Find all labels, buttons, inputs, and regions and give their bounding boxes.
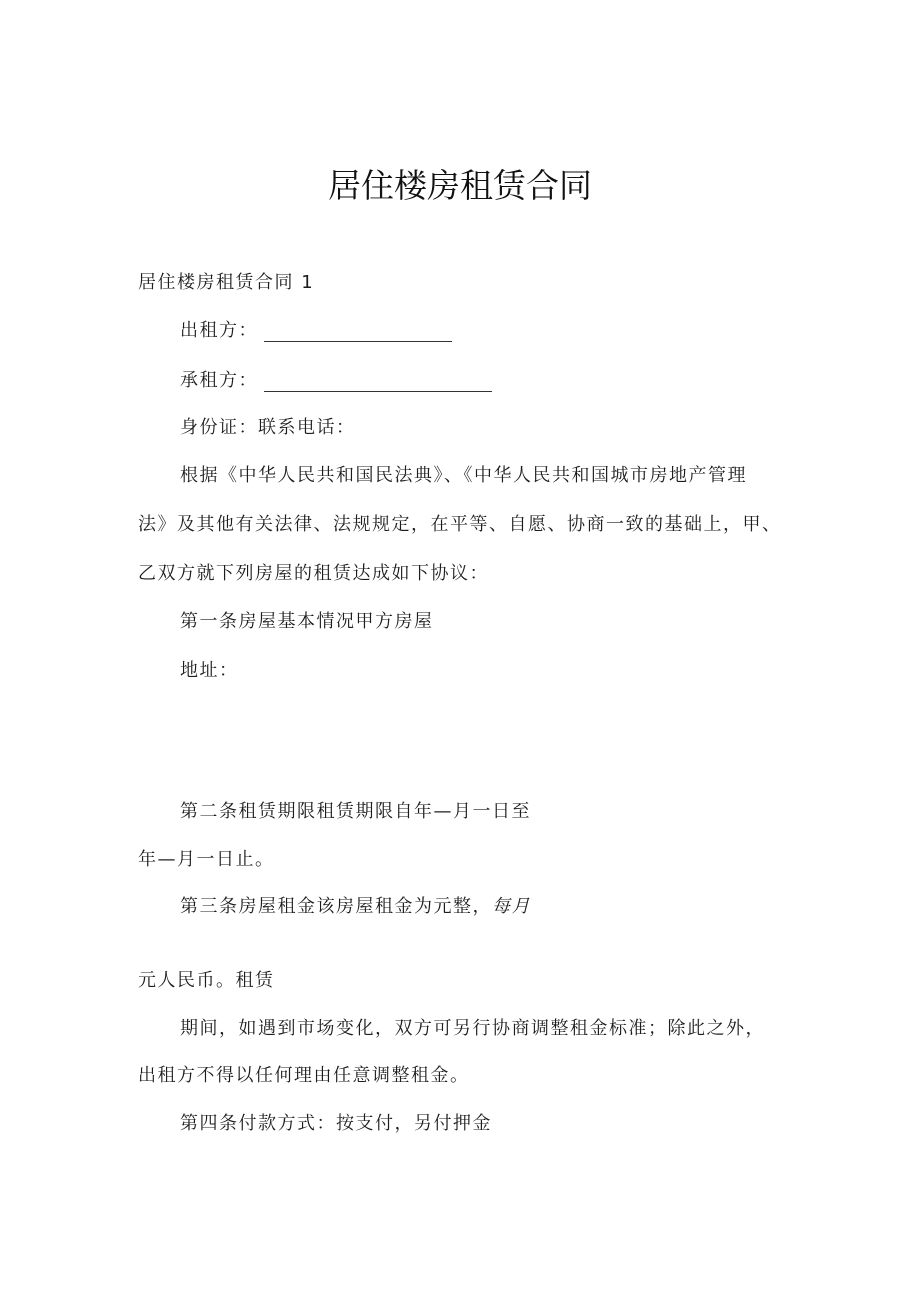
document-title: 居住楼房租赁合同 [328,166,592,205]
lessor-label: 出租方： [180,320,258,341]
article1-line: 第一条房屋基本情况甲方房屋 [180,611,434,632]
article3-italic: 每月 [492,896,531,917]
preamble-line-2: 法》及其他有关法律、法规规定，在平等、自愿、协商一致的基础上，甲、 [138,514,782,535]
article3-main: 第三条房屋租金该房屋租金为元整， [180,896,492,917]
lessor-blank [264,323,452,342]
article2-line-1: 第二条租赁期限租赁期限自年—月一日至 [180,801,531,822]
article3-cont: 元人民币。租赁 [138,970,275,991]
lessee-label: 承租方： [180,370,258,391]
lessee-line [180,366,492,392]
section-heading: 居住楼房租赁合同 1 [138,272,315,293]
preamble-line-1: 根据《中华人民共和国民法典》、《中华人民共和国城市房地产管理 [180,465,747,486]
article2-line-2: 年—月一日止。 [138,849,275,870]
article3-adjust-line-2: 出租方不得以任何理由任意调整租金。 [138,1065,470,1086]
lessee-blank [264,373,492,392]
preamble-line-3: 乙双方就下列房屋的租赁达成如下协议： [138,563,489,584]
id-phone-line: 身份证：联系电话： [180,417,356,438]
article3-adjust-line-1: 期间，如遇到市场变化，双方可另行协商调整租金标准；除此之外， [180,1018,765,1039]
article4-line: 第四条付款方式：按支付，另付押金 [180,1113,492,1134]
lessor-line [180,316,452,342]
article3-line [180,892,531,918]
address-label: 地址： [180,660,239,681]
